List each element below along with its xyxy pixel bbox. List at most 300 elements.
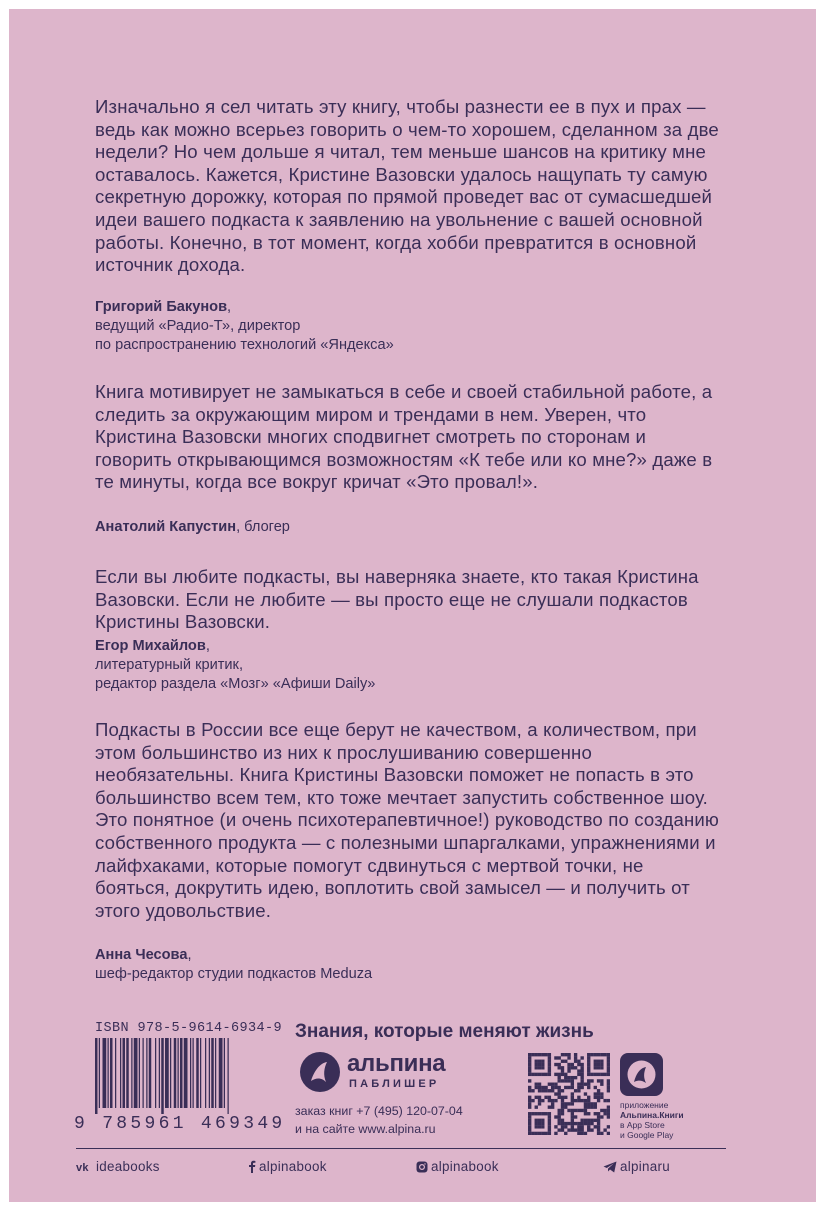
barcode-bar — [228, 1038, 229, 1114]
qr-module — [603, 1053, 606, 1056]
qr-module — [567, 1102, 570, 1105]
social-telegram[interactable]: alpinaru — [603, 1159, 670, 1174]
qr-module — [538, 1119, 541, 1122]
qr-module — [600, 1115, 603, 1118]
qr-module — [584, 1112, 587, 1115]
qr-module — [558, 1063, 561, 1066]
barcode-bar — [170, 1038, 171, 1108]
qr-module — [607, 1066, 610, 1069]
qr-module — [597, 1063, 600, 1066]
qr-module — [564, 1125, 567, 1128]
qr-module — [577, 1099, 580, 1102]
qr-module — [558, 1112, 561, 1115]
qr-module — [577, 1060, 580, 1063]
qr-module — [541, 1125, 544, 1128]
social-facebook[interactable]: alpinabook — [248, 1159, 327, 1174]
qr-module — [571, 1125, 574, 1128]
qr-module — [574, 1099, 577, 1102]
barcode-bar — [108, 1038, 109, 1108]
qr-module — [597, 1099, 600, 1102]
qr-module — [607, 1132, 610, 1135]
qr-module — [571, 1086, 574, 1089]
qr-module — [600, 1053, 603, 1056]
barcode-bar — [139, 1038, 140, 1108]
qr-module — [587, 1056, 590, 1059]
qr-module — [528, 1056, 531, 1059]
alpina-app-icon[interactable] — [620, 1053, 663, 1096]
qr-module — [567, 1128, 570, 1131]
qr-module — [603, 1073, 606, 1076]
barcode-bar — [155, 1038, 156, 1108]
qr-module — [548, 1073, 551, 1076]
qr-module — [564, 1060, 567, 1063]
facebook-icon — [248, 1160, 256, 1173]
qr-module — [571, 1109, 574, 1112]
qr-module — [548, 1069, 551, 1072]
qr-module — [554, 1125, 557, 1128]
qr-module — [597, 1053, 600, 1056]
qr-module — [571, 1102, 574, 1105]
qr-module — [535, 1053, 538, 1056]
qr-module — [531, 1132, 534, 1135]
qr-module — [594, 1119, 597, 1122]
qr-module — [571, 1119, 574, 1122]
qr-module — [571, 1076, 574, 1079]
qr-module — [558, 1089, 561, 1092]
isbn-label: ISBN 978-5-9614-6934-9 — [95, 1021, 283, 1036]
qr-module — [531, 1089, 534, 1092]
author-name: Анна Чесова — [95, 947, 188, 963]
qr-module — [541, 1099, 544, 1102]
qr-module — [567, 1069, 570, 1072]
qr-module — [607, 1115, 610, 1118]
qr-module — [548, 1056, 551, 1059]
barcode-bar — [143, 1038, 144, 1108]
qr-module — [551, 1105, 554, 1108]
qr-module — [607, 1056, 610, 1059]
qr-module — [587, 1073, 590, 1076]
qr-module — [548, 1060, 551, 1063]
qr-module — [538, 1066, 541, 1069]
qr-module — [594, 1096, 597, 1099]
barcode-bar — [211, 1038, 214, 1108]
qr-module — [538, 1060, 541, 1063]
qr-module — [590, 1105, 593, 1108]
qr-module — [564, 1122, 567, 1125]
qr-module — [544, 1089, 547, 1092]
barcode-bar — [123, 1038, 126, 1108]
qr-module — [544, 1112, 547, 1115]
qr-module — [538, 1089, 541, 1092]
qr-module — [587, 1086, 590, 1089]
qr-module — [531, 1073, 534, 1076]
qr-module — [607, 1099, 610, 1102]
qr-module — [548, 1063, 551, 1066]
qr-module — [528, 1069, 531, 1072]
instagram-icon — [416, 1161, 428, 1173]
qr-module — [528, 1122, 531, 1125]
qr-module — [580, 1119, 583, 1122]
qr-module — [587, 1128, 590, 1131]
qr-module — [580, 1056, 583, 1059]
qr-module — [590, 1073, 593, 1076]
qr-module — [548, 1125, 551, 1128]
qr-module — [607, 1112, 610, 1115]
qr-module — [600, 1096, 603, 1099]
qr-module — [571, 1066, 574, 1069]
qr-code[interactable] — [528, 1053, 610, 1135]
qr-module — [577, 1086, 580, 1089]
barcode-bar — [165, 1038, 169, 1108]
qr-module — [577, 1083, 580, 1086]
qr-module — [594, 1102, 597, 1105]
qr-module — [554, 1099, 557, 1102]
barcode-bar — [146, 1038, 147, 1108]
qr-module — [541, 1066, 544, 1069]
qr-module — [571, 1063, 574, 1066]
qr-module — [587, 1102, 590, 1105]
qr-module — [548, 1132, 551, 1135]
qr-module — [594, 1073, 597, 1076]
telegram-icon — [603, 1161, 617, 1173]
quote-3-attribution: Егор Михайлов, литературный критик, редактор раздела «Мозг» «Афиши Daily» — [95, 638, 376, 692]
qr-module — [577, 1109, 580, 1112]
qr-module — [567, 1086, 570, 1089]
qr-module — [594, 1105, 597, 1108]
qr-module — [607, 1125, 610, 1128]
qr-module — [541, 1053, 544, 1056]
qr-module — [587, 1112, 590, 1115]
qr-module — [528, 1060, 531, 1063]
qr-module — [603, 1109, 606, 1112]
qr-module — [574, 1076, 577, 1079]
qr-module — [584, 1099, 587, 1102]
qr-module — [567, 1056, 570, 1059]
qr-module — [584, 1102, 587, 1105]
qr-module — [584, 1122, 587, 1125]
barcode-bar — [205, 1038, 206, 1108]
qr-module — [574, 1109, 577, 1112]
qr-module — [541, 1122, 544, 1125]
qr-module — [571, 1096, 574, 1099]
qr-module — [535, 1066, 538, 1069]
qr-module — [580, 1086, 583, 1089]
qr-module — [544, 1096, 547, 1099]
qr-module — [561, 1096, 564, 1099]
qr-module — [558, 1086, 561, 1089]
qr-module — [597, 1122, 600, 1125]
barcode-bar — [103, 1038, 107, 1108]
qr-module — [528, 1073, 531, 1076]
qr-module — [538, 1099, 541, 1102]
qr-module — [597, 1089, 600, 1092]
qr-module — [600, 1109, 603, 1112]
barcode-bar — [161, 1038, 164, 1114]
qr-module — [535, 1063, 538, 1066]
qr-module — [580, 1079, 583, 1082]
qr-module — [541, 1119, 544, 1122]
qr-module — [561, 1079, 564, 1082]
qr-module — [564, 1053, 567, 1056]
qr-module — [538, 1102, 541, 1105]
qr-module — [607, 1105, 610, 1108]
qr-module — [528, 1112, 531, 1115]
qr-module — [548, 1115, 551, 1118]
alpina-logo-icon — [298, 1051, 342, 1093]
qr-module — [535, 1125, 538, 1128]
qr-module — [551, 1089, 554, 1092]
qr-module — [594, 1060, 597, 1063]
qr-module — [577, 1063, 580, 1066]
quote-4 — [95, 719, 720, 922]
qr-module — [554, 1073, 557, 1076]
barcode-bar — [99, 1038, 100, 1108]
barcode-bar — [159, 1038, 160, 1108]
qr-module — [541, 1089, 544, 1092]
qr-module — [561, 1053, 564, 1056]
qr-module — [584, 1092, 587, 1095]
quote-text: Книга мотивирует не замыкаться в себе и своей стабильной работе, а следить за окружающим миром и трендами в нем. Уверен, что Кристина Вазовски многих сподвигнет смотреть по сторонам и говорить открывающимся возможностям «К тебе или ко мне?» даже в те минуты, когда все вокруг кричат «Это провал!». — [95, 381, 713, 493]
qr-module — [597, 1073, 600, 1076]
qr-module — [584, 1119, 587, 1122]
barcode-bar — [215, 1038, 216, 1108]
qr-module — [590, 1119, 593, 1122]
barcode-bar — [193, 1038, 194, 1108]
qr-module — [580, 1083, 583, 1086]
qr-module — [528, 1089, 531, 1092]
qr-module — [567, 1122, 570, 1125]
order-phone: заказ книг +7 (495) 120-07-04 — [295, 1104, 463, 1118]
quote-1 — [95, 96, 720, 277]
qr-module — [558, 1122, 561, 1125]
qr-module — [574, 1128, 577, 1131]
qr-module — [580, 1099, 583, 1102]
qr-module — [597, 1132, 600, 1135]
qr-module — [548, 1105, 551, 1108]
qr-module — [561, 1122, 564, 1125]
qr-module — [548, 1112, 551, 1115]
qr-module — [600, 1092, 603, 1095]
qr-module — [528, 1063, 531, 1066]
qr-module — [584, 1105, 587, 1108]
publisher-subtitle: ПАБЛИШЕР — [349, 1078, 440, 1090]
qr-module — [590, 1102, 593, 1105]
qr-module — [561, 1073, 564, 1076]
qr-module — [567, 1079, 570, 1082]
qr-module — [548, 1053, 551, 1056]
qr-module — [580, 1069, 583, 1072]
qr-module — [580, 1076, 583, 1079]
qr-module — [564, 1105, 567, 1108]
qr-module — [567, 1066, 570, 1069]
qr-module — [531, 1099, 534, 1102]
qr-module — [597, 1112, 600, 1115]
qr-module — [594, 1112, 597, 1115]
qr-module — [577, 1122, 580, 1125]
qr-module — [600, 1063, 603, 1066]
qr-module — [538, 1132, 541, 1135]
qr-module — [587, 1105, 590, 1108]
qr-module — [571, 1112, 574, 1115]
publisher-slogan: Знания, которые меняют жизнь — [295, 1021, 594, 1042]
qr-module — [551, 1086, 554, 1089]
qr-module — [548, 1089, 551, 1092]
barcode-bar — [224, 1038, 225, 1108]
qr-module — [564, 1132, 567, 1135]
qr-module — [528, 1128, 531, 1131]
qr-module — [597, 1128, 600, 1131]
qr-module — [558, 1092, 561, 1095]
qr-module — [548, 1083, 551, 1086]
qr-module — [567, 1076, 570, 1079]
qr-module — [584, 1083, 587, 1086]
qr-module — [587, 1099, 590, 1102]
qr-module — [564, 1086, 567, 1089]
qr-module — [538, 1083, 541, 1086]
qr-module — [564, 1076, 567, 1079]
svg-text:vk: vk — [76, 1162, 89, 1172]
qr-module — [541, 1132, 544, 1135]
qr-module — [594, 1063, 597, 1066]
qr-module — [587, 1053, 590, 1056]
qr-module — [587, 1119, 590, 1122]
qr-module — [607, 1089, 610, 1092]
barcode-bar — [178, 1038, 179, 1108]
qr-module — [600, 1132, 603, 1135]
qr-module — [528, 1066, 531, 1069]
qr-module — [528, 1053, 531, 1056]
qr-module — [554, 1056, 557, 1059]
author-name: Григорий Бакунов — [95, 299, 228, 315]
barcode — [95, 1038, 270, 1114]
qr-module — [590, 1053, 593, 1056]
qr-module — [590, 1128, 593, 1131]
qr-module — [580, 1063, 583, 1066]
qr-module — [587, 1060, 590, 1063]
qr-module — [541, 1073, 544, 1076]
qr-module — [548, 1128, 551, 1131]
qr-module — [548, 1096, 551, 1099]
qr-module — [571, 1079, 574, 1082]
barcode-bar — [180, 1038, 183, 1108]
barcode-bar — [115, 1038, 116, 1108]
qr-module — [561, 1105, 564, 1108]
qr-module — [594, 1066, 597, 1069]
barcode-bar — [200, 1038, 201, 1108]
order-site: и на сайте www.alpina.ru — [295, 1122, 436, 1136]
qr-module — [577, 1069, 580, 1072]
barcode-bar — [149, 1038, 152, 1108]
qr-module — [574, 1122, 577, 1125]
qr-module — [571, 1092, 574, 1095]
qr-module — [571, 1099, 574, 1102]
qr-module — [558, 1079, 561, 1082]
qr-module — [594, 1125, 597, 1128]
qr-module — [558, 1076, 561, 1079]
qr-module — [587, 1122, 590, 1125]
quote-text: Подкасты в России все еще берут не качеством, а количеством, при этом большинство из них к прослушиванию совершенно необязательны. Книга Кристины Вазовски поможет не попасть в это большинство всем тем, кто тоже мечтает запустить собственное шоу. Это понятное (и очень психотерапевтичное!) руководство по созданию собственного продукта — с полезными шпаргалками, упражнениями и лайфхаками, которые помогут сдвинуться с мертвой точки, не бояться, докрутить идею, воплотить свой замысел — и получить от этого удовольствие. — [95, 719, 720, 921]
qr-module — [561, 1109, 564, 1112]
qr-module — [580, 1109, 583, 1112]
qr-module — [551, 1099, 554, 1102]
qr-module — [580, 1122, 583, 1125]
qr-module — [561, 1099, 564, 1102]
qr-module — [564, 1073, 567, 1076]
qr-module — [541, 1086, 544, 1089]
qr-module — [561, 1060, 564, 1063]
qr-module — [577, 1125, 580, 1128]
barcode-bar — [134, 1038, 138, 1108]
qr-module — [548, 1122, 551, 1125]
qr-module — [571, 1115, 574, 1118]
qr-module — [567, 1053, 570, 1056]
social-instagram[interactable]: alpinabook — [416, 1159, 499, 1174]
qr-module — [574, 1066, 577, 1069]
qr-module — [600, 1066, 603, 1069]
qr-module — [607, 1069, 610, 1072]
qr-module — [528, 1132, 531, 1135]
qr-module — [561, 1125, 564, 1128]
qr-module — [571, 1128, 574, 1131]
qr-module — [580, 1066, 583, 1069]
quote-3 — [95, 566, 720, 634]
qr-module — [607, 1060, 610, 1063]
qr-module — [538, 1086, 541, 1089]
qr-module — [597, 1092, 600, 1095]
qr-module — [551, 1102, 554, 1105]
qr-module — [554, 1132, 557, 1135]
qr-module — [554, 1092, 557, 1095]
qr-module — [607, 1053, 610, 1056]
vk-icon — [76, 1161, 93, 1172]
qr-module — [564, 1079, 567, 1082]
publisher-name: альпина — [347, 1050, 446, 1077]
qr-module — [558, 1128, 561, 1131]
qr-module — [600, 1083, 603, 1086]
qr-module — [574, 1056, 577, 1059]
qr-module — [580, 1125, 583, 1128]
qr-module — [531, 1053, 534, 1056]
qr-module — [554, 1083, 557, 1086]
qr-module — [561, 1066, 564, 1069]
qr-module — [535, 1132, 538, 1135]
quote-2 — [95, 381, 720, 494]
app-promo-text: приложение Альпина.Книги в App Store и Google Play — [620, 1100, 684, 1140]
qr-module — [587, 1079, 590, 1082]
barcode-digits: 9 785961 469349 — [74, 1114, 286, 1134]
qr-module — [538, 1073, 541, 1076]
qr-module — [594, 1053, 597, 1056]
qr-module — [548, 1119, 551, 1122]
quote-2-attribution: Анатолий Капустин, блогер — [95, 519, 290, 535]
barcode-bar — [190, 1038, 191, 1108]
barcode-bar — [126, 1038, 129, 1108]
social-vk[interactable]: vk ideabooks — [76, 1159, 160, 1174]
barcode-bar — [110, 1038, 113, 1108]
qr-module — [580, 1128, 583, 1131]
qr-module — [594, 1086, 597, 1089]
qr-module — [561, 1119, 564, 1122]
qr-module — [577, 1132, 580, 1135]
qr-module — [577, 1096, 580, 1099]
qr-module — [535, 1112, 538, 1115]
qr-module — [538, 1096, 541, 1099]
barcode-bar — [131, 1038, 132, 1108]
qr-module — [528, 1125, 531, 1128]
quote-1-attribution: Григорий Бакунов, ведущий «Радио-Т», директор по распространению технологий «Яндекса» — [95, 299, 394, 353]
qr-module — [544, 1086, 547, 1089]
qr-module — [597, 1066, 600, 1069]
